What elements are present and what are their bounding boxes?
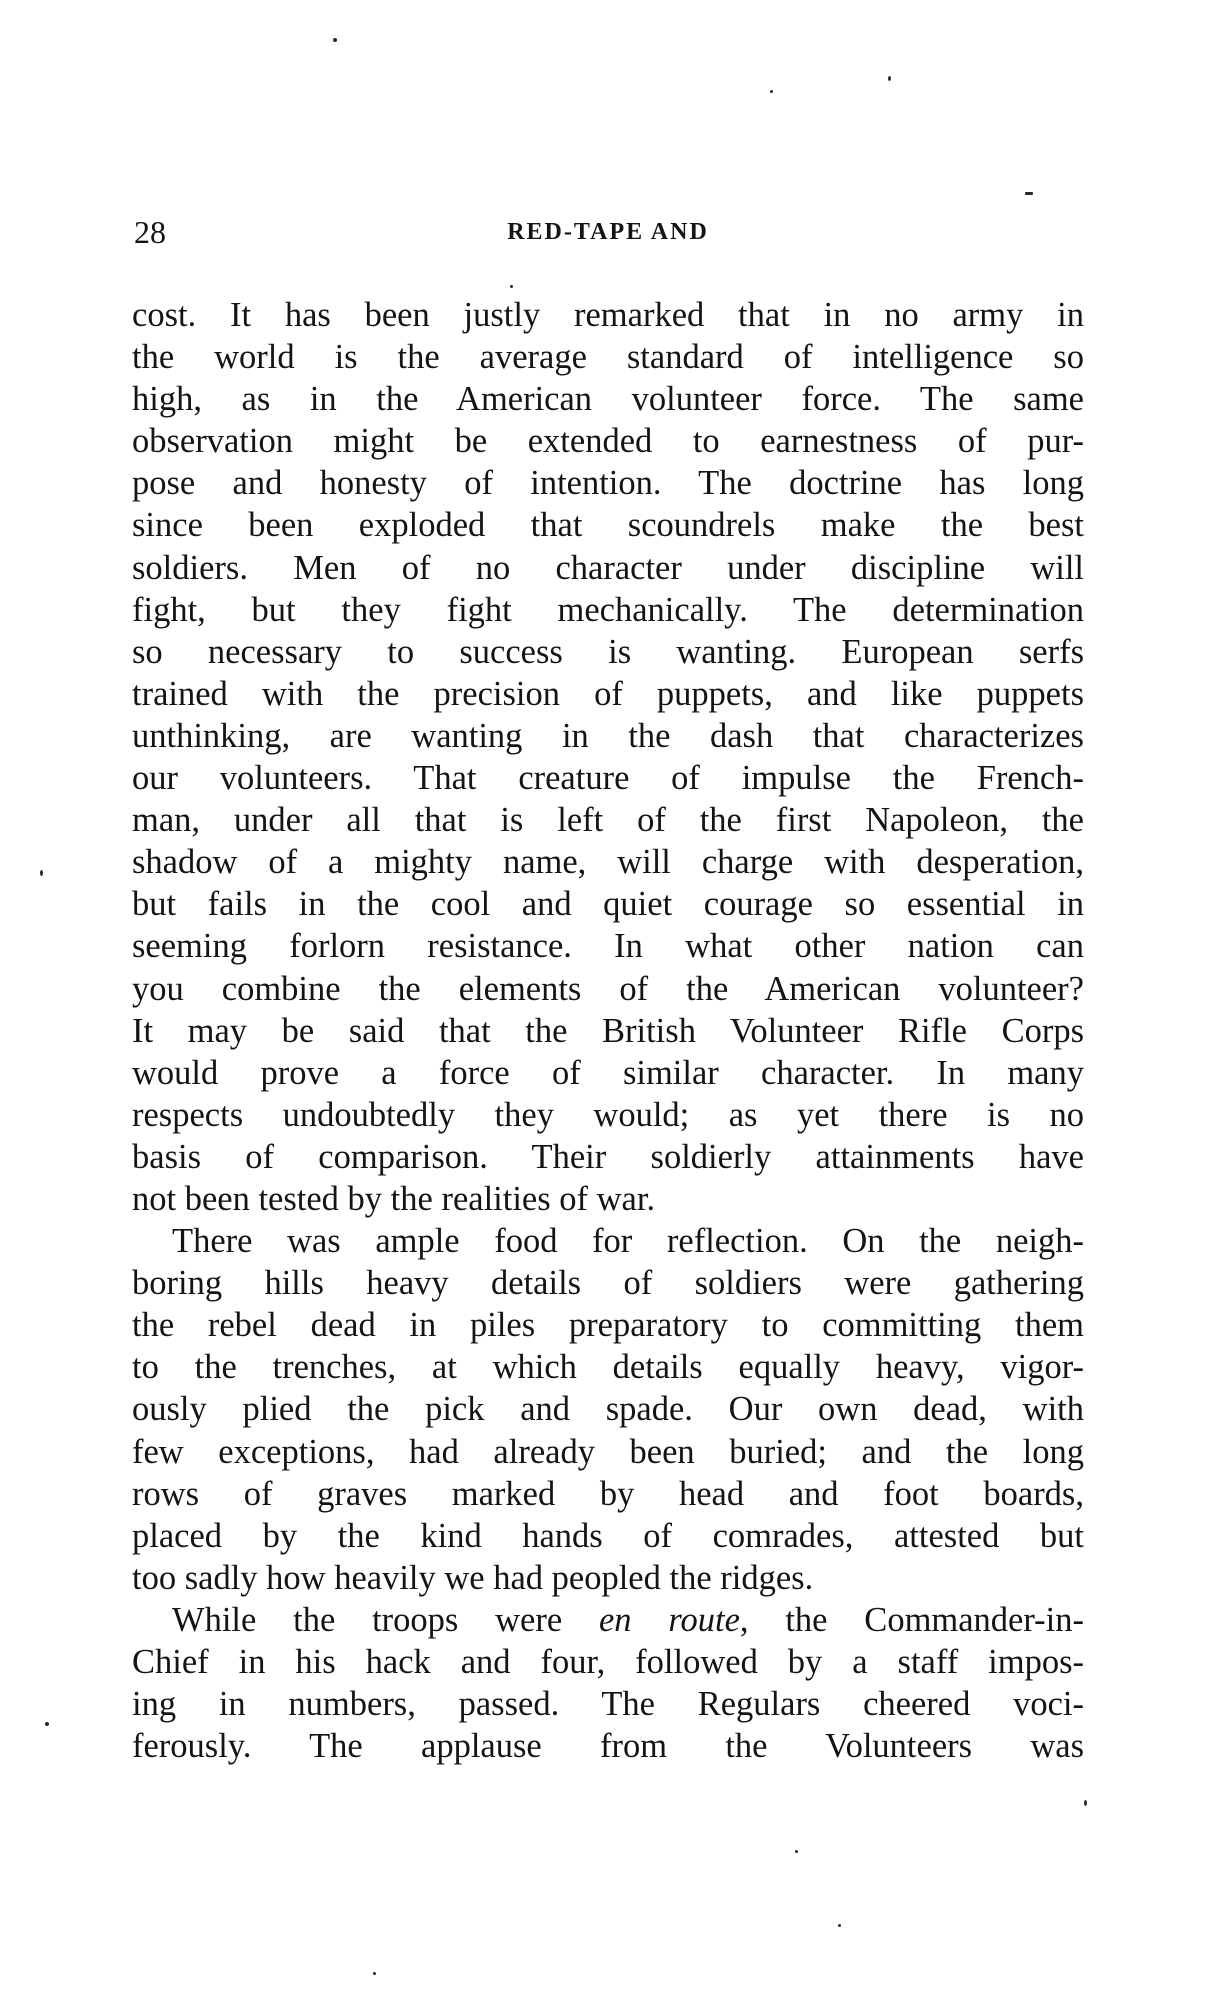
text-line: There was ample food for reflection. On the neigh-	[172, 1222, 1084, 1261]
text-line: boring hills heavy details of soldiers were gathering	[132, 1264, 1084, 1303]
text-line: so necessary to success is wanting. European serfs	[132, 632, 1084, 671]
text-line: not been tested by the realities of war.	[132, 1179, 656, 1218]
scan-speck	[838, 1924, 841, 1927]
text-line: the rebel dead in piles preparatory to committing them	[132, 1306, 1084, 1345]
paragraph-2	[132, 1220, 1084, 1599]
text-line: placed by the kind hands of comrades, attested but	[132, 1516, 1084, 1555]
text-line: cost. It has been justly remarked that in no army in	[132, 296, 1084, 334]
text-line: ferously. The applause from the Volunteers was	[132, 1727, 1084, 1766]
text-line: high, as in the American volunteer force. The same	[132, 380, 1084, 419]
text-line: our volunteers. That creature of impulse the French-	[132, 759, 1084, 798]
text-line: It may be said that the British Volunteer Rifle Corps	[132, 1011, 1084, 1050]
scan-speck	[1025, 192, 1033, 195]
scan-speck	[888, 76, 891, 81]
text-line: too sadly how heavily we had peopled the ridges.	[132, 1558, 814, 1597]
text-line: few exceptions, had already been buried; and the long	[132, 1432, 1084, 1471]
scan-speck	[510, 285, 513, 288]
text-segment: While the troops were	[172, 1600, 599, 1639]
text-line: respects undoubtedly they would; as yet there is no	[132, 1095, 1084, 1134]
text-line: the world is the average standard of intelligence so	[132, 338, 1084, 377]
text-line: since been exploded that scoundrels make the best	[132, 506, 1084, 545]
text-line: ously plied the pick and spade. Our own dead, with	[132, 1390, 1084, 1429]
paragraph-1	[132, 294, 1084, 1220]
page-number: 28	[134, 214, 166, 250]
text-line: ing in numbers, passed. The Regulars cheered voci-	[132, 1685, 1084, 1724]
text-line: soldiers. Men of no character under discipline will	[132, 548, 1084, 587]
text-line: but fails in the cool and quiet courage so essential in	[132, 885, 1084, 924]
scan-speck	[373, 1972, 376, 1975]
italic-phrase: en route	[598, 1600, 740, 1639]
text-line: basis of comparison. Their soldierly attainments have	[132, 1137, 1084, 1176]
text-line: rows of graves marked by head and foot boards,	[132, 1474, 1084, 1513]
scan-speck	[770, 90, 773, 93]
scan-speck	[40, 870, 43, 876]
scan-speck	[795, 1850, 798, 1853]
running-head: RED-TAPE AND	[507, 219, 709, 245]
scan-speck	[1084, 1800, 1087, 1806]
text-line: man, under all that is left of the first Napoleon, the	[132, 801, 1084, 840]
text-line	[132, 1599, 1084, 1641]
text-line: trained with the precision of puppets, and like puppets	[132, 674, 1084, 713]
text-line: fight, but they fight mechanically. The determination	[132, 590, 1084, 629]
page-header	[134, 212, 1082, 252]
text-segment: , the Commander-in-	[739, 1600, 1084, 1639]
text-line: observation might be extended to earnestness of pur-	[132, 422, 1084, 461]
text-line: you combine the elements of the American volunteer?	[132, 969, 1084, 1008]
scan-speck	[45, 1722, 49, 1726]
text-line: to the trenches, at which details equally heavy, vigor-	[132, 1348, 1084, 1387]
text-line: Chief in his hack and four, followed by a staff impos-	[132, 1643, 1084, 1681]
text-line: seeming forlorn resistance. In what other nation can	[132, 927, 1084, 966]
body-text	[132, 294, 1084, 1767]
text-line: pose and honesty of intention. The doctrine has long	[132, 464, 1084, 503]
text-line: unthinking, are wanting in the dash that characterizes	[132, 716, 1084, 755]
text-line: would prove a force of similar character. In many	[132, 1053, 1084, 1092]
paragraph-3	[132, 1599, 1084, 1767]
text-line: shadow of a mighty name, will charge with desperation,	[132, 843, 1084, 882]
scan-speck	[333, 38, 337, 42]
